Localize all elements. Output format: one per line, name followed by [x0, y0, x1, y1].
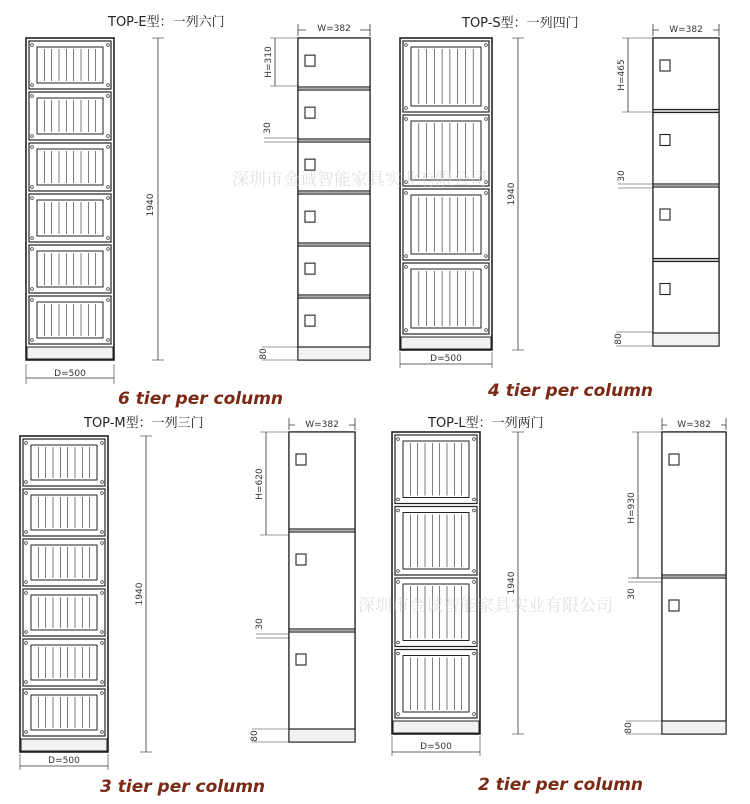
base-label: 80 — [624, 722, 634, 734]
watermark: 深圳市金诚智能家具实业有限公司 — [358, 596, 613, 616]
front-base — [289, 729, 355, 742]
door — [289, 432, 355, 529]
louver-panel — [403, 441, 469, 498]
width-label: W=382 — [677, 420, 711, 430]
tier-caption: 4 tier per column — [488, 381, 654, 401]
base-label: 80 — [250, 730, 260, 742]
lock-icon — [305, 263, 315, 274]
cabinet-base — [393, 721, 479, 733]
louver-panel — [37, 200, 103, 236]
panel-top-e — [26, 14, 370, 409]
louver-panel — [403, 656, 469, 713]
cabinet-base — [27, 347, 113, 359]
front-base — [298, 347, 370, 360]
louver-panel — [411, 195, 481, 254]
door — [289, 532, 355, 629]
door — [653, 262, 719, 334]
height-dimension — [507, 38, 524, 350]
tier-caption: 3 tier per column — [100, 777, 266, 797]
panel-top-m — [20, 415, 355, 797]
base-label: 80 — [614, 333, 624, 345]
width-label: W=382 — [305, 420, 339, 430]
width-dimension — [289, 418, 355, 430]
base-dimension — [259, 347, 298, 360]
door-height-label: H=465 — [617, 59, 627, 91]
depth-dimension — [400, 352, 492, 368]
lock-icon — [660, 60, 670, 71]
front-view — [662, 432, 726, 734]
front-view — [653, 38, 719, 346]
lock-icon — [660, 209, 670, 220]
depth-label: D=500 — [420, 742, 452, 752]
door-height-dimension — [627, 432, 662, 578]
width-dimension — [298, 22, 370, 36]
depth-label: D=500 — [430, 354, 462, 364]
side-view — [20, 436, 108, 752]
height-label: 1940 — [135, 582, 145, 606]
base-dimension — [614, 332, 653, 346]
door — [653, 113, 719, 185]
door-height-label: H=620 — [255, 468, 265, 500]
lock-icon — [305, 315, 315, 326]
louver-panel — [31, 595, 97, 630]
lock-icon — [305, 159, 315, 170]
louver-panel — [411, 47, 481, 106]
lock-icon — [296, 654, 306, 665]
louver-panel — [31, 695, 97, 730]
height-dimension — [507, 432, 524, 734]
louver-panel — [37, 47, 103, 83]
depth-dimension — [392, 736, 480, 756]
lock-icon — [660, 135, 670, 146]
front-base — [653, 333, 719, 346]
gap-label: 30 — [627, 588, 637, 600]
height-dimension — [146, 38, 164, 360]
gap-label: 30 — [617, 170, 627, 182]
door-height-dimension — [255, 432, 289, 535]
depth-dimension — [26, 364, 114, 384]
model-title: TOP-S型：一列四门 — [462, 16, 579, 31]
louver-panel — [31, 445, 97, 480]
front-view — [289, 432, 355, 742]
lock-icon — [305, 107, 315, 118]
width-label: W=382 — [669, 25, 703, 35]
lock-icon — [305, 55, 315, 66]
cabinet-base — [401, 337, 491, 349]
watermark: 深圳市金诚智能家具实业有限公司 — [232, 170, 487, 190]
cabinet-base — [21, 739, 107, 751]
width-label: W=382 — [317, 24, 351, 34]
lock-icon — [660, 284, 670, 295]
width-dimension — [662, 418, 726, 430]
gap-dimension — [617, 170, 653, 188]
model-title: TOP-M型：一列三门 — [84, 416, 204, 431]
lock-icon — [296, 454, 306, 465]
door — [289, 632, 355, 729]
louver-panel — [31, 545, 97, 580]
lock-icon — [669, 454, 679, 465]
louver-panel — [37, 251, 103, 287]
door-height-label: H=930 — [627, 492, 637, 524]
gap-dimension — [627, 578, 662, 600]
front-view — [298, 38, 370, 360]
base-label: 80 — [259, 348, 269, 360]
height-label: 1940 — [507, 571, 517, 595]
height-label: 1940 — [146, 193, 156, 217]
base-dimension — [250, 729, 289, 742]
louver-panel — [37, 149, 103, 185]
gap-dimension — [263, 122, 298, 142]
tier-caption: 2 tier per column — [478, 775, 644, 795]
door-height-label: H=310 — [264, 46, 274, 78]
door — [653, 38, 719, 110]
louver-panel — [31, 495, 97, 530]
louver-panel — [37, 98, 103, 134]
depth-dimension — [20, 754, 108, 770]
lock-icon — [305, 211, 315, 222]
height-dimension — [135, 436, 152, 752]
door — [653, 187, 719, 259]
model-title: TOP-E型：一列六门 — [108, 15, 225, 30]
depth-label: D=500 — [48, 756, 80, 766]
side-view — [26, 38, 114, 360]
base-dimension — [624, 721, 662, 734]
lock-icon — [296, 554, 306, 565]
door-height-dimension — [617, 38, 653, 112]
panel-top-s — [400, 15, 719, 401]
width-dimension — [653, 23, 719, 36]
gap-label: 30 — [263, 122, 273, 134]
louver-panel — [403, 513, 469, 570]
gap-label: 30 — [255, 618, 265, 630]
front-base — [662, 721, 726, 734]
louver-panel — [37, 302, 103, 338]
louver-panel — [31, 645, 97, 680]
door-height-dimension — [264, 38, 298, 86]
depth-label: D=500 — [54, 369, 86, 379]
height-label: 1940 — [507, 182, 517, 206]
model-title: TOP-L型：一列两门 — [428, 416, 544, 431]
tier-caption: 6 tier per column — [118, 389, 284, 409]
gap-dimension — [255, 618, 289, 638]
side-view — [392, 432, 480, 734]
lock-icon — [669, 600, 679, 611]
side-view — [400, 38, 492, 350]
louver-panel — [411, 269, 481, 328]
